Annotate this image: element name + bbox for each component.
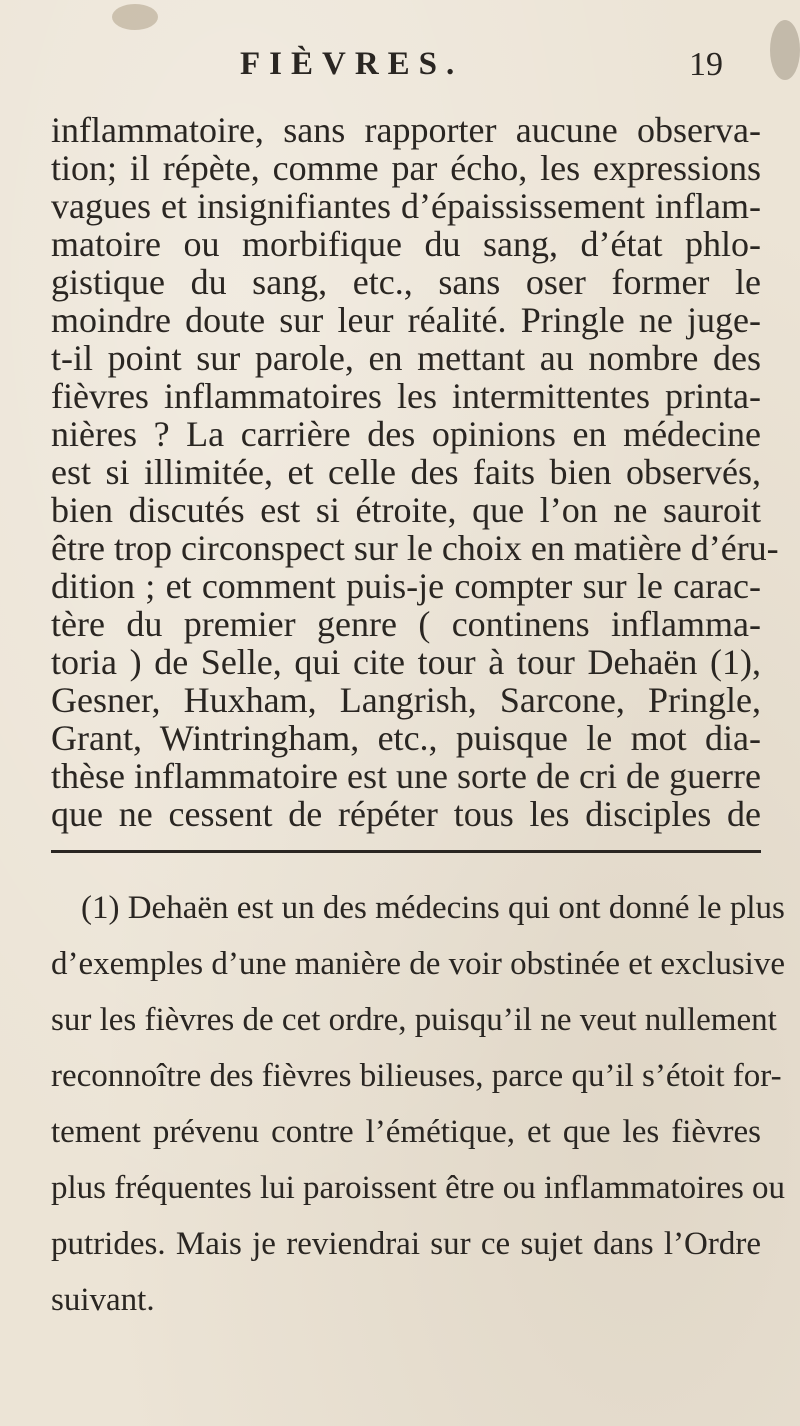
footnote-line: suivant. xyxy=(51,1282,155,1318)
footnote-line: plus fréquentes lui paroissent être ou inflammatoires ou xyxy=(51,1170,786,1206)
text-line: matoire ou morbifique du sang, d’état phlo- xyxy=(51,224,761,264)
text-line: tère du premier genre ( continens inflamma- xyxy=(51,604,761,644)
text-line: Gesner, Huxham, Langrish, Sarcone, Pringle, xyxy=(51,680,761,720)
footnote-line: (1) Dehaën est un des médecins qui ont donné le plus xyxy=(81,890,785,926)
text-line: Grant, Wintringham, etc., puisque le mot dia- xyxy=(51,718,761,758)
text-line: tion; il répète, comme par écho, les expressions xyxy=(51,148,761,188)
footnote-line: sur les fièvres de cet ordre, puisqu’il ne veut nullement xyxy=(51,1002,777,1038)
text-line: thèse inflammatoire est une sorte de cri de guerre xyxy=(51,756,761,796)
footnote-line: putrides. Mais je reviendrai sur ce sujet dans l’Ordre xyxy=(51,1226,761,1262)
page-number: 19 xyxy=(689,46,723,83)
text-line: inflammatoire, sans rapporter aucune observa- xyxy=(51,110,761,150)
running-title: FIÈVRES. xyxy=(240,46,464,82)
text-line: vagues et insignifiantes d’épaississement inflam- xyxy=(51,186,761,226)
text-line: fièvres inflammatoires les intermittentes printa- xyxy=(51,376,761,416)
text-line: que ne cessent de répéter tous les disciples de xyxy=(51,794,761,834)
text-line: t-il point sur parole, en mettant au nombre des xyxy=(51,338,761,378)
running-head xyxy=(0,46,800,86)
footnote-line: reconnoître des fièvres bilieuses, parce qu’il s’étoit for- xyxy=(51,1058,782,1094)
footnote-line: tement prévenu contre l’émétique, et que les fièvres xyxy=(51,1114,761,1150)
text-line: est si illimitée, et celle des faits bien observés, xyxy=(51,452,761,492)
text-line: gistique du sang, etc., sans oser former le xyxy=(51,262,761,302)
text-line: toria ) de Selle, qui cite tour à tour Dehaën (1), xyxy=(51,642,761,682)
text-line: dition ; et comment puis-je compter sur le carac- xyxy=(51,566,761,606)
text-line: être trop circonspect sur le choix en matière d’éru- xyxy=(51,528,779,568)
footnote-divider xyxy=(51,850,761,853)
footnote-line: d’exemples d’une manière de voir obstinée et exclusive xyxy=(51,946,785,982)
paper-stain xyxy=(112,4,158,30)
text-line: nières ? La carrière des opinions en médecine xyxy=(51,414,761,454)
text-line: bien discutés est si étroite, que l’on ne sauroit xyxy=(51,490,761,530)
text-line: moindre doute sur leur réalité. Pringle ne juge- xyxy=(51,300,761,340)
